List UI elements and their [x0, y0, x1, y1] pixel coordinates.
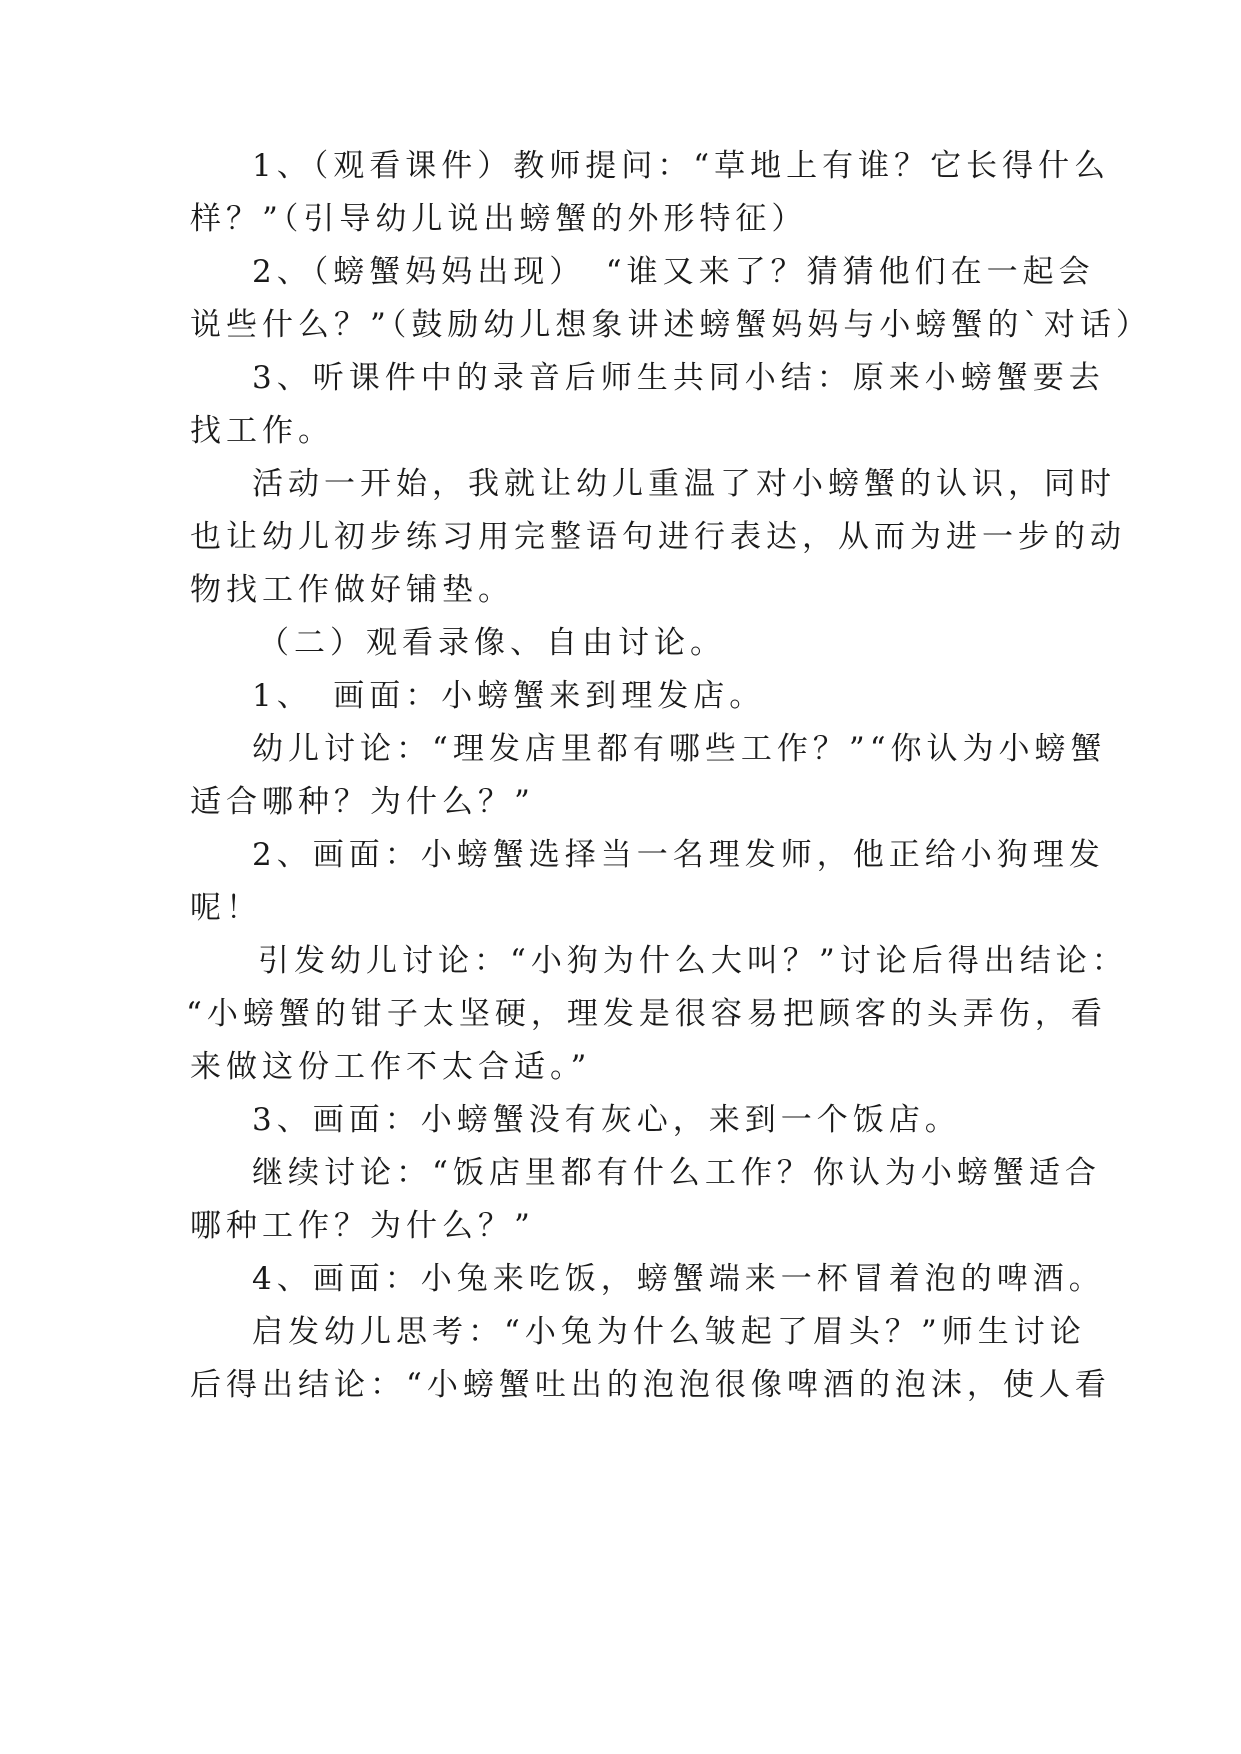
text-line: 来做这份工作不太合适。”	[190, 1049, 592, 1085]
text-line: 适合哪种？为什么？”	[190, 784, 535, 820]
text-line: 呢！	[190, 890, 262, 926]
text-line: 活动一开始，我就让幼儿重温了对小螃蟹的认识，同时	[252, 466, 1116, 502]
section-heading: （二）观看录像、自由讨论。	[258, 625, 726, 661]
text-line: 样？”（引导幼儿说出螃蟹的外形特征）	[190, 201, 808, 237]
text-line: 引发幼儿讨论：“小狗为什么大叫？”讨论后得出结论：	[258, 943, 1128, 979]
text-line: 4、画面：小兔来吃饭，螃蟹端来一杯冒着泡的啤酒。	[252, 1261, 1105, 1297]
text-line: 启发幼儿思考：“小兔为什么皱起了眉头？”师生讨论	[252, 1314, 1086, 1350]
text-line: 找工作。	[190, 413, 334, 449]
text-line: “小螃蟹的钳子太坚硬，理发是很容易把顾客的头弄伤，看	[186, 996, 1107, 1032]
text-line: 1、 画面：小螃蟹来到理发店。	[252, 678, 766, 714]
text-line: 后得出结论：“小螃蟹吐出的泡泡很像啤酒的泡沫，使人看	[190, 1367, 1111, 1403]
text-line: 1、（观看课件）教师提问：“草地上有谁？它长得什么	[252, 148, 1111, 184]
text-line: 幼儿讨论：“理发店里都有哪些工作？”“你认为小螃蟹	[252, 731, 1107, 767]
text-line: 继续讨论：“饭店里都有什么工作？你认为小螃蟹适合	[252, 1155, 1101, 1191]
text-line: 2、（螃蟹妈妈出现） “谁又来了？猜猜他们在一起会	[252, 254, 1095, 290]
text-line: 3、画面：小螃蟹没有灰心，来到一个饭店。	[252, 1102, 961, 1138]
text-line: 也让幼儿初步练习用完整语句进行表达，从而为进一步的动	[190, 519, 1126, 555]
text-line: 物找工作做好铺垫。	[190, 572, 514, 608]
text-line: 3、听课件中的录音后师生共同小结：原来小螃蟹要去	[252, 360, 1105, 396]
text-line: 说些什么？”（鼓励幼儿想象讲述螃蟹妈妈与小螃蟹的`对话）	[190, 307, 1152, 343]
text-line: 2、画面：小螃蟹选择当一名理发师，他正给小狗理发	[252, 837, 1105, 873]
text-line: 哪种工作？为什么？”	[190, 1208, 535, 1244]
